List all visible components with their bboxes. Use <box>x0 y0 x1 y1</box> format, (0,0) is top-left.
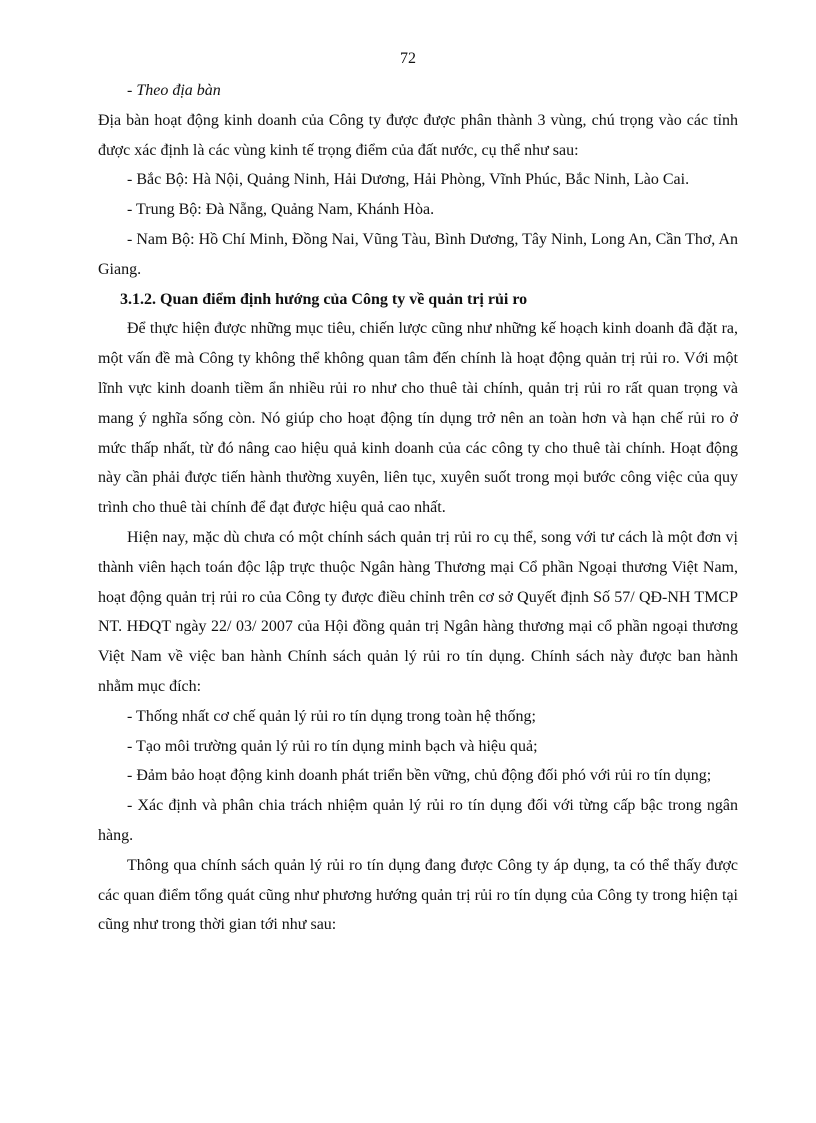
paragraph-conclusion: Thông qua chính sách quản lý rủi ro tín dụng đang được Công ty áp dụng, ta có thể thấy được các quan điểm tổng quát cũng như phương hướng quản trị rủi ro tín dụng của Công ty trong hiện tại cũng như trong thời gian tới như sau: <box>98 856 738 934</box>
paragraph-north-region: - Bắc Bộ: Hà Nội, Quảng Ninh, Hải Dương, Hải Phòng, Vĩnh Phúc, Bắc Ninh, Lào Cai. <box>127 171 690 189</box>
bullet-transparent-environment: - Tạo môi trường quản lý rủi ro tín dụng minh bạch và hiệu quả; <box>127 737 538 755</box>
paragraph-central-region: - Trung Bộ: Đà Nẵng, Quảng Nam, Khánh Hòa. <box>127 201 435 219</box>
bullet-sustainable-development: - Đảm bảo hoạt động kinh doanh phát triển bền vững, chủ động đối phó với rủi ro tín dụng; <box>127 767 712 785</box>
paragraph-subsection-label: - Theo địa bàn <box>127 82 221 99</box>
page-number: 72 <box>400 50 416 67</box>
bullet-unify-mechanism: - Thống nhất cơ chế quản lý rủi ro tín dụng trong toàn hệ thống; <box>127 707 536 725</box>
section-heading: 3.1.2. Quan điểm định hướng của Công ty về quản trị rủi ro <box>120 290 528 308</box>
paragraph-south-region: - Nam Bộ: Hồ Chí Minh, Đồng Nai, Vũng Tàu, Bình Dương, Tây Ninh, Long An, Cần Thơ, An Giang. <box>98 230 738 278</box>
paragraph-risk-management-importance: Để thực hiện được những mục tiêu, chiến lược cũng như những kế hoạch kinh doanh đã đặt ra, một vấn đề mà Công ty không thể không quan tâm đến chính là hoạt động quản trị rủi ro. Với một lĩnh vực kinh doanh tiềm ẩn nhiều rủi ro như cho thuê tài chính, quản trị rủi ro rất quan trọng và mang ý nghĩa sống còn. Nó giúp cho hoạt động tín dụng trở nên an toàn hơn và hạn chế rủi ro ở mức thấp nhất, từ đó nâng cao hiệu quả kinh doanh của các công ty cho thuê tài chính. Hoạt động này cần phải được tiến hành thường xuyên, liên tục, xuyên suốt trong mọi bước công việc của quy trình cho thuê tài chính để đạt được hiệu quả cao nhất. <box>98 320 738 517</box>
document-body <box>98 76 738 940</box>
paragraph-region-intro: Địa bàn hoạt động kinh doanh của Công ty được được phân thành 3 vùng, chú trọng vào các tỉnh được xác định là các vùng kinh tế trọng điểm của đất nước, cụ thể như sau: <box>98 111 738 159</box>
bullet-responsibility-assignment: - Xác định và phân chia trách nhiệm quản lý rủi ro tín dụng đối với từng cấp bậc trong ngân hàng. <box>98 797 738 844</box>
paragraph-policy-basis: Hiện nay, mặc dù chưa có một chính sách quản trị rủi ro cụ thể, song với tư cách là một đơn vị thành viên hạch toán độc lập trực thuộc Ngân hàng Thương mại Cổ phần Ngoại thương Việt Nam, hoạt động quản trị rủi ro của Công ty được điều chỉnh trên cơ sở Quyết định Số 57/ QĐ-NH TMCP NT. HĐQT ngày 22/ 03/ 2007 của Hội đồng quản trị Ngân hàng thương mại cổ phần ngoại thương Việt Nam về việc ban hành Chính sách quản lý rủi ro tín dụng. Chính sách này được ban hành nhằm mục đích: <box>98 528 738 695</box>
